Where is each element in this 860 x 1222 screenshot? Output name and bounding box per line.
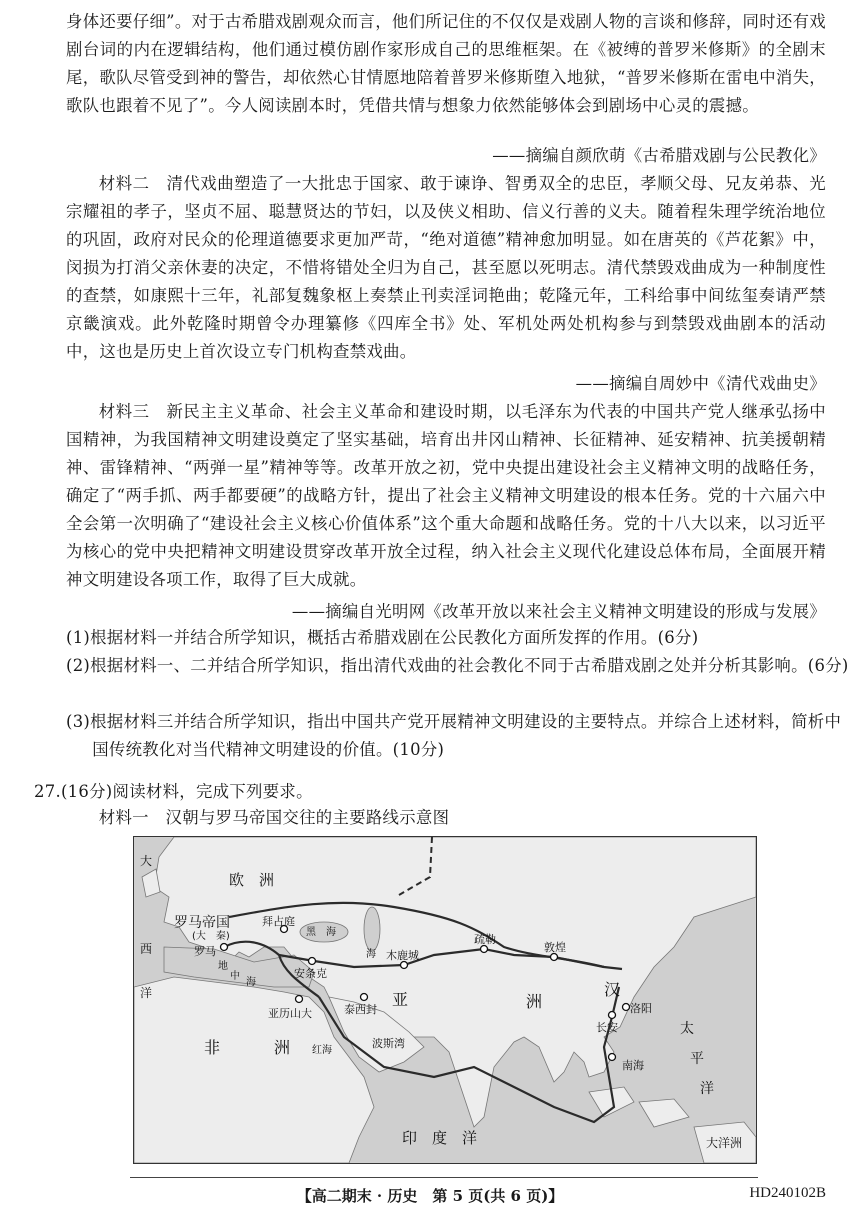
material1-continuation: 身体还要仔细”。对于古希腊戏剧观众而言，他们所记住的不仅仅是戏剧人物的言谈和修辞，同时还有戏剧台词的内在逻辑结构，他们通过模仿剧作家形成自己的思维框架。在《被缚的普罗米修斯》的全剧末尾，歌队尽管受到神的警告，却依然心甘情愿地陪着普罗米修斯堕入地狱，“普罗米修斯在雷电中消失，歌队也跟着不见了”。今人阅读剧本时，凭借共情与想象力依然能够体会到剧场中心灵的震撼。	[66, 12, 826, 115]
material3-paragraph: 材料三 新民主主义革命、社会主义革命和建设时期，以毛泽东为代表的中国共产党人继承弘扬中国精神，为我国精神文明建设奠定了坚实基础，培育出井冈山精神、长征精神、延安精神、抗美援朝精神、雷锋精神、“两弹一星”精神等等。改革开放之初，党中央提出建设社会主义精神文明的战略任务，确定了“两手抓、两手都要硬”的战略方针，提出了社会主义精神文明建设的根本任务。党的十六届六中全会第一次明确了“建设社会主义核心价值体系”这个重大命题和战略任务。党的十八大以来，以习近平为核心的党中央把精神文明建设贯穿改革开放全过程，纳入社会主义现代化建设总体布局，全面展开精神文明建设各项工作，取得了巨大成就。	[66, 402, 826, 589]
label-rome-empire: 罗马帝国	[174, 915, 230, 931]
city-dot-taixifeng	[361, 994, 368, 1001]
label-byzantium: 拜占庭	[262, 915, 295, 928]
label-africa-a: 非	[204, 1038, 221, 1057]
city-dot-changan	[609, 1012, 616, 1019]
question-2: (2)根据材料一、二并结合所学知识，指出清代戏曲的社会教化不同于古希腊戏剧之处并分析其影响。(6分)	[66, 656, 849, 675]
label-persian-gulf: 波斯湾	[372, 1037, 405, 1050]
label-pacific-a: 太	[680, 1021, 694, 1037]
label-med-a: 地	[218, 961, 228, 972]
city-dot-mulu	[401, 962, 408, 969]
city-dot-alexandria	[296, 996, 303, 1003]
label-atlantic-c: 洋	[140, 986, 153, 1000]
label-pacific-c: 洋	[700, 1081, 714, 1097]
label-asia-a: 亚	[392, 990, 409, 1009]
label-africa-b: 洲	[274, 1038, 291, 1057]
page-footer	[0, 1185, 860, 1209]
label-black-sea: 黑 海	[306, 927, 336, 938]
route-map	[133, 836, 757, 1164]
label-changan: 长安	[596, 1021, 618, 1034]
city-dot-luoyang	[623, 1004, 630, 1011]
label-med-b: 中	[230, 971, 240, 982]
label-nanhai: 南海	[622, 1059, 644, 1072]
material2-paragraph: 材料二 清代戏曲塑造了一大批忠于国家、敢于谏诤、智勇双全的忠臣，孝顺父母、兄友弟恭、光宗耀祖的孝子，坚贞不屈、聪慧贤达的节妇，以及侠义相助、信义行善的义夫。随着程朱理学统治地位的巩固，政府对民众的伦理道德要求更加严苛，“绝对道德”精神愈加明显。如在唐英的《芦花絮》中，闵损为打消父亲休妻的决定，不惜将错处全归为自己，甚至愿以死明志。清代禁毁戏曲成为一种制度性的查禁，如康熙十三年，礼部复魏象枢上奏禁止刊卖淫词艳曲；乾隆元年，工科给事中间纮玺奏请严禁京畿演戏。此外乾隆时期曾令办理纂修《四库全书》处、军机处两处机构参与到禁毁戏曲剧本的活动中，这也是历史上首次设立专门机构查禁戏曲。	[66, 174, 826, 361]
footer-exam-code: HD240102B	[749, 1185, 826, 1201]
label-asia-b: 洲	[526, 992, 543, 1011]
footer-divider	[130, 1177, 758, 1178]
question-1: (1)根据材料一并结合所学知识，概括古希腊戏剧在公民教化方面所发挥的作用。(6分)	[66, 628, 699, 647]
label-shule: 疏勒	[474, 933, 496, 946]
label-han: 汉	[604, 980, 621, 999]
material1-map-caption: 材料一 汉朝与罗马帝国交往的主要路线示意图	[98, 808, 450, 827]
label-antioch: 安条克	[294, 967, 327, 980]
label-caspian: 海	[366, 949, 376, 960]
city-dot-nanhai	[609, 1054, 616, 1061]
label-alexandria: 亚历山大	[268, 1007, 312, 1020]
city-dot-antioch	[309, 958, 316, 965]
label-red-sea: 红海	[312, 1045, 332, 1056]
source-citation-2: ——摘编自周妙中《清代戏曲史》	[575, 374, 826, 393]
label-luoyang: 洛阳	[630, 1002, 652, 1015]
label-dunhuang: 敦煌	[544, 941, 566, 954]
city-dot-rome	[221, 944, 228, 951]
label-mulu: 木鹿城	[386, 949, 419, 962]
label-oceania: 大洋洲	[706, 1136, 743, 1150]
label-europe: 欧 洲	[229, 871, 275, 889]
label-taixifeng: 泰西封	[344, 1003, 377, 1016]
label-atlantic-b: 西	[140, 942, 153, 956]
label-med-c: 海	[246, 977, 256, 988]
caspian-sea	[364, 907, 380, 951]
question-27-heading: 27.(16分)阅读材料，完成下列要求。	[34, 782, 313, 801]
city-dot-shule	[481, 946, 488, 953]
footer-page-info: 【高二期末 · 历史 第 5 页(共 6 页)】	[296, 1187, 564, 1205]
label-atlantic-a: 大	[140, 854, 153, 868]
question-3: (3)根据材料三并结合所学知识，指出中国共产党开展精神文明建设的主要特点。并综合上述材料，简析中国传统教化对当代精神文明建设的价值。(10分)	[66, 712, 842, 759]
route-map-svg	[134, 837, 756, 1163]
label-indian-ocean: 印 度 洋	[402, 1129, 478, 1147]
source-citation-1: ——摘编自颜欣萌《古希腊戏剧与公民教化》	[492, 146, 826, 165]
label-rome: 罗马	[194, 945, 216, 958]
label-pacific-b: 平	[690, 1051, 704, 1067]
label-da-qin: (大 秦)	[192, 931, 230, 942]
city-dot-dunhuang	[551, 954, 558, 961]
source-citation-3: ——摘编自光明网《改革开放以来社会主义精神文明建设的形成与发展》	[291, 602, 826, 621]
